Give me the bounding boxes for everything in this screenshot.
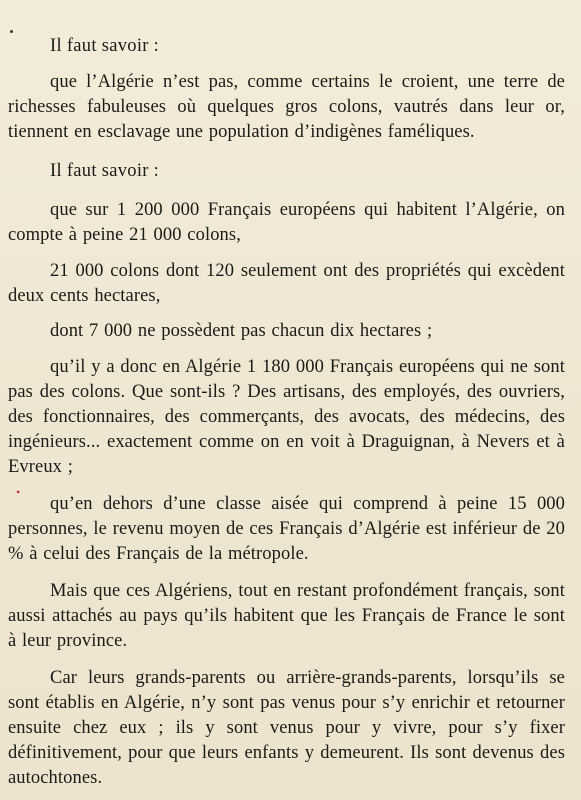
paragraph-francais-europeens: que sur 1 200 000 Français européens qui habitent l’Algérie, on compte à peine 21 000 colons, — [8, 200, 565, 245]
paragraph-il-faut-savoir-2: Il faut savoir : — [50, 161, 160, 181]
paragraph-algerie-richesses: que l’Algérie n’est pas, comme certains le croient, une terre de richesses fabuleuses où quelques gros colons, vautrés dans leur or, tiennent en esclavage une population d’indigènes faméliques. — [8, 72, 565, 142]
paragraph-pas-des-colons: qu’il y a donc en Algérie 1 180 000 Français européens qui ne sont pas des colons. Que sont-ils ? Des artisans, des employés, des ouvriers, des fonctionnaires, des commerçants, des avocats, des médecins, des ingénieurs... exactement comme on en voit à Draguignan, à Nevers et à Evreux ; — [8, 357, 565, 477]
paragraph-dix-hectares: dont 7 000 ne possèdent pas chacun dix hectares ; — [50, 321, 433, 341]
paragraph-algeriens-attaches: Mais que ces Algériens, tout en restant profondément français, sont aussi attachés au pays qu’ils habitent que les Français de France le sont à leur province. — [8, 581, 565, 651]
paragraph-colons-proprietes: 21 000 colons dont 120 seulement ont des propriétés qui excèdent deux cents hectares, — [8, 261, 565, 306]
paragraph-autochtones: Car leurs grands-parents ou arrière-grands-parents, lorsqu’ils se sont établis en Algérie, n’y sont pas venus pour s’y enrichir et retourner ensuite chez eux ; ils y sont venus pour y vivre, pour s’y fixer définitivement, pour que leurs enfants y demeurent. Ils sont devenus des autochtones. — [8, 668, 565, 788]
scan-speck — [10, 30, 13, 33]
paragraph-il-faut-savoir-1: Il faut savoir : — [50, 36, 160, 56]
margin-mark: • — [16, 485, 21, 499]
paragraph-revenu-moyen: qu’en dehors d’une classe aisée qui comprend à peine 15 000 personnes, le revenu moyen de ces Français d’Algérie est inférieur de 20 % à celui des Français de la métropole. — [8, 494, 565, 564]
